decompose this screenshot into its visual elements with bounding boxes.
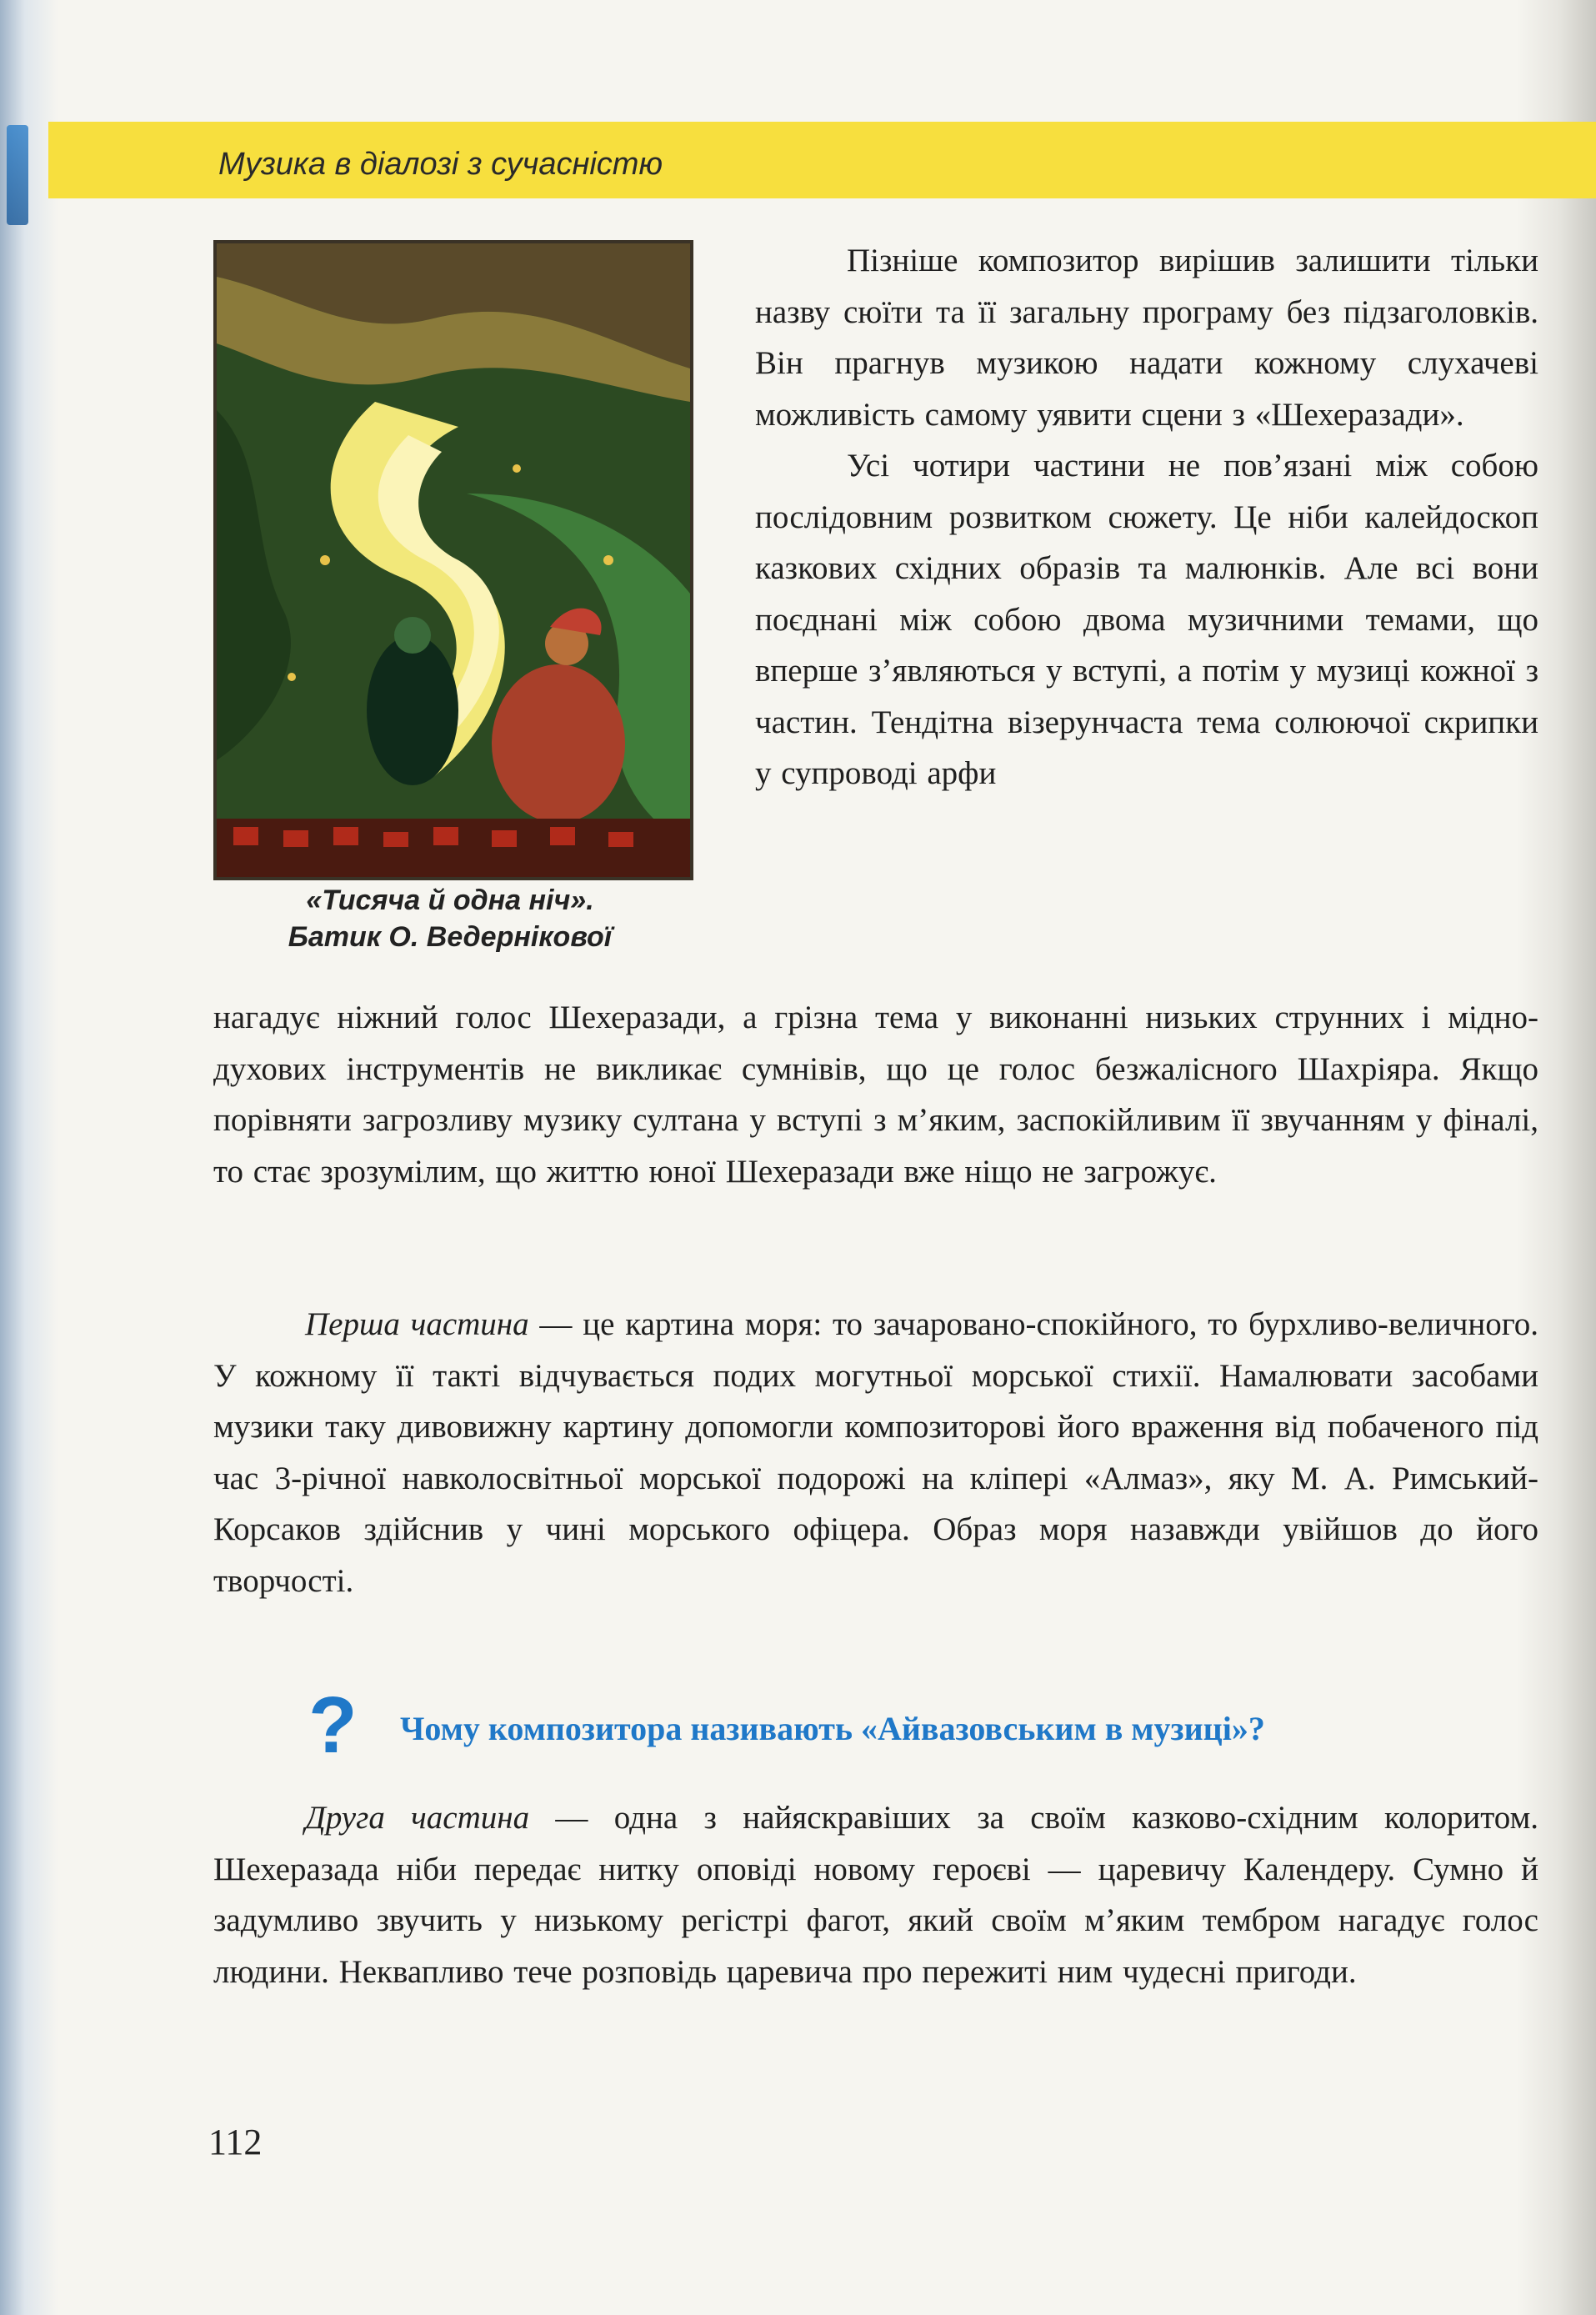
text-block-second-part	[213, 1792, 1538, 1997]
paragraph-3-text: — це картина моря: то зачаровано-спокійного, то бурхливо-величного. У кожному її такті відчувається подих могутньої морської стихії. Намалювати засобами музики таку дивовижну картину допомогли композиторові його враження від побаченого під час 3-річної навколосвітньої морської подорожі на кліпері «Алмаз», яку М. А. Римський-Корсаков здійснив у чині морського офіцера. Образ моря назавжди увійшов до його творчості.	[213, 1306, 1538, 1599]
batik-illustration-art	[217, 243, 690, 877]
figure-caption	[213, 882, 687, 955]
page-number: 112	[208, 2122, 263, 2162]
paragraph-4-text: — одна з найяскравіших за своїм казково-східним колоритом. Шехеразада ніби передає нитку оповіді новому героєві — царевичу Календеру. Сумно й задумливо звучить у низькому регістрі фагот, який своїм м’яким тембром нагадує голос людини. Неквапливо тече розповідь царевича про пережиті ним чудесні пригоди.	[213, 1800, 1538, 1990]
paragraph-3	[213, 1299, 1538, 1606]
paragraph-4-term: Друга частина	[305, 1800, 530, 1836]
paragraph-2-bottom: нагадує ніжний голос Шехеразади, а грізна тема у виконанні низьких струнних і мідно-духових інструментів не викликає сумнівів, що це голос безжалісного Шахріяра. Якщо порівняти загрозливу музику султана у вступі з м’яким, заспокійливим її звучанням у фіналі, то стає зрозумілим, що життю юної Шехеразади вже ніщо не загрожує.	[213, 1000, 1538, 1190]
paragraph-2-top: Усі чотири частини не пов’язані між собою послідовним розвитком сюжету. Це ніби калейдоскоп казкових східних образів та малюнків. Але всі вони поєднані між собою двома музичними темами, що вперше з’являються у вступі, а потім у музиці кожної з частин. Тендітна візерунчаста тема солюючої скрипки у супроводі арфи	[755, 448, 1538, 791]
paragraph-3-term: Перша частина	[305, 1306, 529, 1342]
paragraph-1: Пізніше композитор вирішив залишити тільки назву сюїти та її загальну програму без підзаголовків. Він прагнув музикою надати кожному слухачеві можливість самому уявити сцени з «Шехеразади».	[755, 243, 1538, 433]
running-header-title: Музика в діалозі з сучасністю	[218, 147, 663, 182]
text-block-first-part	[213, 1299, 1538, 1606]
binding-edge-mark	[7, 125, 28, 225]
question-mark-icon: ?	[308, 1681, 358, 1770]
question-callout	[308, 1681, 1542, 1770]
text-column-right	[755, 235, 1538, 799]
text-block-continuation	[213, 992, 1538, 1197]
figure-caption-author: Батик О. Ведернікової	[288, 921, 613, 953]
question-text: Чому композитора називають «Айвазовським в музиці»?	[400, 1710, 1265, 1747]
paragraph-4	[213, 1792, 1538, 1997]
figure-caption-title: «Тисяча й одна ніч».	[306, 884, 594, 916]
batik-illustration	[213, 240, 693, 880]
